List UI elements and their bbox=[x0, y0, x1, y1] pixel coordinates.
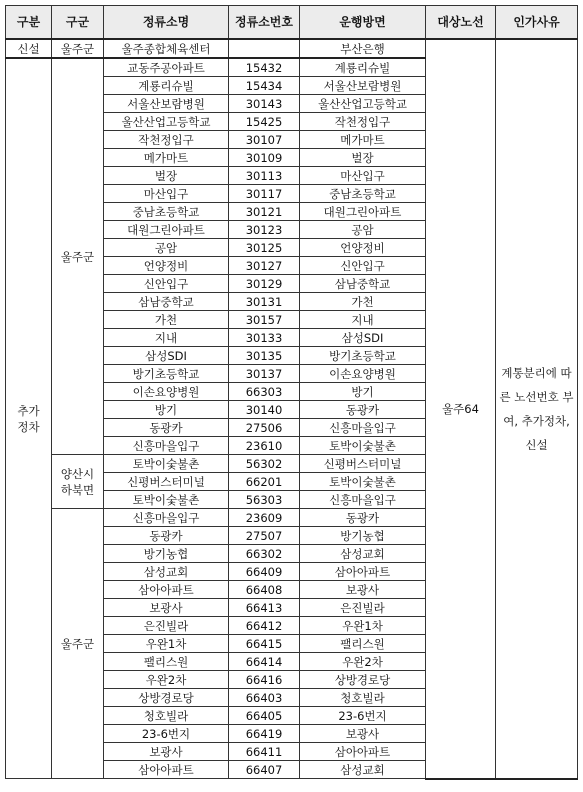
stop-number-cell: 30123 bbox=[229, 221, 300, 239]
direction-cell: 이손요양병원 bbox=[300, 365, 426, 383]
header-stop-number: 정류소번호 bbox=[229, 6, 300, 40]
direction-cell: 우완2차 bbox=[300, 653, 426, 671]
stop-name-cell: 삼성교회 bbox=[104, 563, 229, 581]
stop-number-cell: 66407 bbox=[229, 761, 300, 779]
direction-cell: 대원그린아파트 bbox=[300, 203, 426, 221]
stop-number-cell: 30137 bbox=[229, 365, 300, 383]
stop-number-cell: 66419 bbox=[229, 725, 300, 743]
direction-cell: 삼아아파트 bbox=[300, 563, 426, 581]
stop-name-cell: 삼남중학교 bbox=[104, 293, 229, 311]
header-category: 구분 bbox=[6, 6, 52, 40]
stop-name-cell: 팰리스원 bbox=[104, 653, 229, 671]
direction-cell: 지내 bbox=[300, 311, 426, 329]
stop-number-cell: 66414 bbox=[229, 653, 300, 671]
header-reason: 인가사유 bbox=[496, 6, 578, 40]
stop-number-cell: 30135 bbox=[229, 347, 300, 365]
stop-number-cell: 30127 bbox=[229, 257, 300, 275]
stop-number-cell: 66302 bbox=[229, 545, 300, 563]
stop-number-cell: 15434 bbox=[229, 77, 300, 95]
stop-name-cell: 벌장 bbox=[104, 167, 229, 185]
stop-number-cell: 66413 bbox=[229, 599, 300, 617]
stop-name-cell: 동광카 bbox=[104, 419, 229, 437]
stop-name-cell: 상방경로당 bbox=[104, 689, 229, 707]
header-row bbox=[6, 6, 578, 40]
table-row bbox=[6, 39, 578, 58]
route-cell: 울주64 bbox=[426, 39, 496, 779]
stop-name-cell: 청호빌라 bbox=[104, 707, 229, 725]
stop-number-cell: 30143 bbox=[229, 95, 300, 113]
direction-cell: 상방경로당 bbox=[300, 671, 426, 689]
direction-cell: 토박이숯불촌 bbox=[300, 437, 426, 455]
stop-name-cell: 작천정입구 bbox=[104, 131, 229, 149]
header-route: 대상노선 bbox=[426, 6, 496, 40]
direction-cell: 방기농협 bbox=[300, 527, 426, 545]
stop-number-cell: 23609 bbox=[229, 509, 300, 527]
direction-cell: 신흥마을입구 bbox=[300, 419, 426, 437]
direction-cell: 방기초등학교 bbox=[300, 347, 426, 365]
direction-cell: 마산입구 bbox=[300, 167, 426, 185]
stop-name-cell: 울산산업고등학교 bbox=[104, 113, 229, 131]
stop-number-cell: 30117 bbox=[229, 185, 300, 203]
stop-name-cell: 신흥마을입구 bbox=[104, 509, 229, 527]
stop-name-cell: 방기 bbox=[104, 401, 229, 419]
stop-name-cell: 보광사 bbox=[104, 599, 229, 617]
stop-number-cell: 27506 bbox=[229, 419, 300, 437]
stop-name-cell: 서울산보람병원 bbox=[104, 95, 229, 113]
stop-name-cell: 토박이숯불촌 bbox=[104, 491, 229, 509]
stop-name-cell: 중남초등학교 bbox=[104, 203, 229, 221]
direction-cell: 벌장 bbox=[300, 149, 426, 167]
stop-name-cell: 신평버스터미널 bbox=[104, 473, 229, 491]
stop-name-cell: 울주종합체육센터 bbox=[104, 39, 229, 58]
header-direction: 운행방면 bbox=[300, 6, 426, 40]
direction-cell: 보광사 bbox=[300, 581, 426, 599]
stop-name-cell: 공암 bbox=[104, 239, 229, 257]
stop-name-cell: 은진빌라 bbox=[104, 617, 229, 635]
direction-cell: 서울산보람병원 bbox=[300, 77, 426, 95]
stop-number-cell: 66412 bbox=[229, 617, 300, 635]
direction-cell: 팰리스원 bbox=[300, 635, 426, 653]
stop-number-cell: 30133 bbox=[229, 329, 300, 347]
direction-cell: 삼남중학교 bbox=[300, 275, 426, 293]
stop-name-cell: 우완1차 bbox=[104, 635, 229, 653]
header-stop-name: 정류소명 bbox=[104, 6, 229, 40]
stop-number-cell: 30140 bbox=[229, 401, 300, 419]
stop-name-cell: 이손요양병원 bbox=[104, 383, 229, 401]
direction-cell: 공암 bbox=[300, 221, 426, 239]
stop-number-cell: 66408 bbox=[229, 581, 300, 599]
stop-name-cell: 방기초등학교 bbox=[104, 365, 229, 383]
stop-number-cell: 66201 bbox=[229, 473, 300, 491]
stop-number-cell: 66303 bbox=[229, 383, 300, 401]
direction-cell: 신평버스터미널 bbox=[300, 455, 426, 473]
direction-cell: 은진빌라 bbox=[300, 599, 426, 617]
stop-name-cell: 언양정비 bbox=[104, 257, 229, 275]
stop-number-cell: 66405 bbox=[229, 707, 300, 725]
direction-cell: 신안입구 bbox=[300, 257, 426, 275]
stop-number-cell: 30129 bbox=[229, 275, 300, 293]
stop-number-cell: 15425 bbox=[229, 113, 300, 131]
direction-cell: 방기 bbox=[300, 383, 426, 401]
stop-name-cell: 23-6번지 bbox=[104, 725, 229, 743]
district-cell: 울주군 bbox=[52, 39, 104, 58]
stop-number-cell: 27507 bbox=[229, 527, 300, 545]
stop-name-cell: 신안입구 bbox=[104, 275, 229, 293]
reason-cell: 계통분리에 따른 노선번호 부여, 추가정차, 신설 bbox=[496, 39, 578, 779]
direction-cell: 부산은행 bbox=[300, 39, 426, 58]
direction-cell: 가천 bbox=[300, 293, 426, 311]
direction-cell: 우완1차 bbox=[300, 617, 426, 635]
district-cell: 양산시 하북면 bbox=[52, 455, 104, 509]
category-cell: 추가 정차 bbox=[6, 58, 52, 779]
stop-number-cell: 30109 bbox=[229, 149, 300, 167]
direction-cell: 청호빌라 bbox=[300, 689, 426, 707]
stop-name-cell: 동광카 bbox=[104, 527, 229, 545]
stop-name-cell: 메가마트 bbox=[104, 149, 229, 167]
header-district: 구군 bbox=[52, 6, 104, 40]
stop-number-cell: 30125 bbox=[229, 239, 300, 257]
direction-cell: 삼성SDI bbox=[300, 329, 426, 347]
stop-name-cell: 마산입구 bbox=[104, 185, 229, 203]
direction-cell: 삼성교회 bbox=[300, 761, 426, 779]
direction-cell: 동광카 bbox=[300, 509, 426, 527]
stop-name-cell: 지내 bbox=[104, 329, 229, 347]
route-stop-table bbox=[5, 5, 578, 780]
direction-cell: 메가마트 bbox=[300, 131, 426, 149]
stop-name-cell: 우완2차 bbox=[104, 671, 229, 689]
stop-name-cell: 삼성SDI bbox=[104, 347, 229, 365]
direction-cell: 동광카 bbox=[300, 401, 426, 419]
stop-number-cell: 66403 bbox=[229, 689, 300, 707]
direction-cell: 중남초등학교 bbox=[300, 185, 426, 203]
stop-name-cell: 삼아아파트 bbox=[104, 761, 229, 779]
direction-cell: 작천정입구 bbox=[300, 113, 426, 131]
district-cell: 울주군 bbox=[52, 509, 104, 779]
stop-name-cell: 삼아아파트 bbox=[104, 581, 229, 599]
direction-cell: 보광사 bbox=[300, 725, 426, 743]
stop-number-cell: 56302 bbox=[229, 455, 300, 473]
category-cell: 신설 bbox=[6, 39, 52, 58]
stop-number-cell: 30121 bbox=[229, 203, 300, 221]
direction-cell: 신흥마을입구 bbox=[300, 491, 426, 509]
stop-name-cell: 토박이숯불촌 bbox=[104, 455, 229, 473]
stop-name-cell: 가천 bbox=[104, 311, 229, 329]
stop-number-cell: 30113 bbox=[229, 167, 300, 185]
stop-number-cell: 66411 bbox=[229, 743, 300, 761]
direction-cell: 삼성교회 bbox=[300, 545, 426, 563]
stop-number-cell: 30157 bbox=[229, 311, 300, 329]
direction-cell: 토박이숯불촌 bbox=[300, 473, 426, 491]
stop-name-cell: 신흥마을입구 bbox=[104, 437, 229, 455]
direction-cell: 삼아아파트 bbox=[300, 743, 426, 761]
stop-number-cell: 66409 bbox=[229, 563, 300, 581]
stop-name-cell: 교동주공아파트 bbox=[104, 58, 229, 77]
district-cell: 울주군 bbox=[52, 58, 104, 455]
stop-number-cell: 66416 bbox=[229, 671, 300, 689]
direction-cell: 언양정비 bbox=[300, 239, 426, 257]
direction-cell: 울산산업고등학교 bbox=[300, 95, 426, 113]
stop-number-cell: 15432 bbox=[229, 58, 300, 77]
stop-number-cell bbox=[229, 39, 300, 58]
stop-name-cell: 보광사 bbox=[104, 743, 229, 761]
stop-number-cell: 30107 bbox=[229, 131, 300, 149]
stop-name-cell: 방기농협 bbox=[104, 545, 229, 563]
stop-number-cell: 56303 bbox=[229, 491, 300, 509]
stop-number-cell: 23610 bbox=[229, 437, 300, 455]
stop-name-cell: 계룡리슈빌 bbox=[104, 77, 229, 95]
direction-cell: 23-6번지 bbox=[300, 707, 426, 725]
stop-number-cell: 66415 bbox=[229, 635, 300, 653]
stop-name-cell: 대원그린아파트 bbox=[104, 221, 229, 239]
stop-number-cell: 30131 bbox=[229, 293, 300, 311]
direction-cell: 계룡리슈빌 bbox=[300, 58, 426, 77]
